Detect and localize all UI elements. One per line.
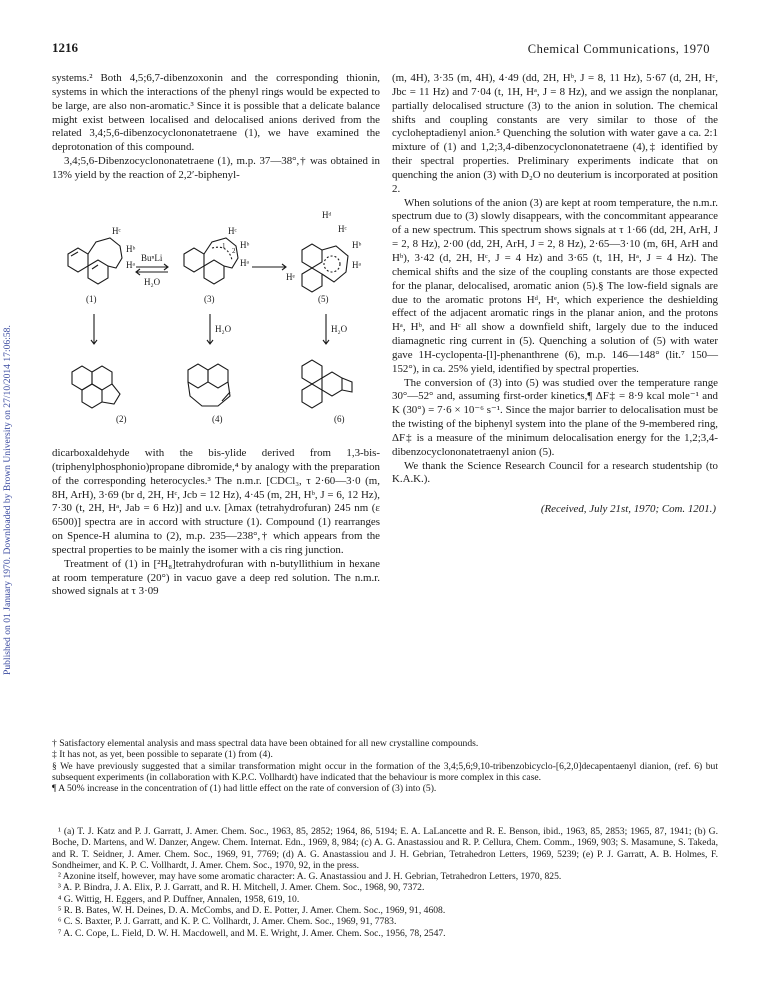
compound-label: (1)	[86, 294, 97, 304]
proton-label: Hᵇ	[126, 244, 136, 254]
journal-name: Chemical Communications, 1970	[527, 42, 710, 56]
paragraph: Treatment of (1) in [²H₈]tetrahydrofuran with n-butyllithium in hexane at room temperature (20°) in vacuo gave a deep red solution. The n.m.r. showed signals at τ 3·09	[52, 557, 380, 598]
footnote: † Satisfactory elemental analysis and mass spectral data have been obtained for all new crystalline compounds.	[52, 738, 479, 749]
footnotes	[52, 738, 718, 794]
reference: ¹ (a) T. J. Katz and P. J. Garratt, J. Amer. Chem. Soc., 1963, 85, 2852; 1964, 86, 5194; E. A. LaLancette and R. E. Benson, ibid., 1963, 85, 2853; 1965, 87, 1941; (b) G. Boche, D. Martens, and W. Danzer, Angew. Chem. Internat. Edn., 1969, 8, 984; (c) A. G. Anastassiou and R. P. Cellura, Chem. Comm., 1969, 903; S. Masamune, S. Takeda, and R. T. Seidner, J. Amer. Chem. Soc., 1969, 91, 7769; (d) A. G. Anastassiou and J. H. Gebrian, Tetrahedron Letters, 1969, 5239; (e) P. J. Garratt, A. B. Holmes, F. Sondheimer, and K. P. C. Vollhardt, J. Amer. Chem. Soc., 1970, 92, in the press.	[52, 826, 718, 871]
structure-5	[302, 244, 348, 292]
compound-label: (5)	[318, 294, 329, 304]
reagent-label: BuⁿLi	[141, 253, 163, 263]
proton-label: Hᵃ	[240, 258, 249, 268]
paragraph: 3,4;5,6-Dibenzocyclononatetraene (1), m.p. 37—38°,† was obtained in 13% yield by the reaction of 2,2′-biphenyl-	[52, 155, 380, 181]
page-number: 1216	[52, 40, 78, 55]
proton-label: Hᵃ	[352, 260, 361, 270]
paragraph: (m, 4H), 3·35 (m, 4H), 4·49 (dd, 2H, Hᵇ, J = 8, 11 Hz), 5·67 (d, 2H, Hᶜ, Jbc = 11 Hz) and 7·04 (t, 1H, Hᵃ, J = 8 Hz), and we assign the nonplanar, partially delocalised structure (3) to the anion in solution. The chemical shifts and coupling constants are very similar to those of the cycloheptadienyl anion.⁵ Quenching the solution with water gave a ca. 2:1 mixture of (1) and 1,2;3,4-dibenzocyclononatetraene (4),‡ identified by their spectral properties. Preliminary experiments indicate that on quenching the anion (3) with D₂O no deuterium is incorporated at position 2.	[392, 72, 718, 195]
water-label: H₂O	[331, 324, 348, 334]
structure-1	[68, 238, 122, 284]
footnote: ‡ It has not, as yet, been possible to separate (1) from (4).	[52, 749, 273, 761]
compound-label: (3)	[204, 294, 215, 304]
right-column	[392, 72, 718, 517]
footnote: ¶ A 50% increase in the concentration of (1) had little effect on the rate of conversion of (3) into (5).	[52, 783, 437, 795]
reverse-reagent-label: H₂O	[144, 277, 161, 287]
compound-label: (2)	[116, 414, 127, 424]
structure-2	[72, 366, 120, 408]
position-number: 2	[232, 247, 236, 255]
compound-label: (6)	[334, 414, 345, 424]
acknowledgement: We thank the Science Research Council for a research studentship (to K.A.K.).	[392, 459, 718, 486]
reaction-scheme	[52, 196, 380, 442]
paragraph: dicarboxaldehyde with the bis-ylide derived from 1,3-bis-(triphenylphosphonio)propane dibromide,⁴ by analogy with the preparation of the corresponding heterocycles.³ The n.m.r. [CDCl₃, τ 2·60—3·0 (m, 8H, ArH), 3·69 (br d, 2H, Hᶜ, Jcb = 12 Hz), 4·45 (m, 2H, Hᵇ, J = 6, 12 Hz), 7·30 (t, 2H, Hᵃ, Jab = 6 Hz)] and u.v. [λmax (tetrahydrofuran) 245 nm (ε 6500)] spectra are in accord with structure (1). Compound (1) rearranges on Spence-H alumina to (2), m.p. 235—238°,† which appears from the spectral properties to be mainly the isomer with a cis ring junction.	[52, 447, 380, 556]
references	[52, 826, 718, 939]
proton-label: Hᵇ	[240, 240, 250, 250]
reference: ⁶ C. S. Baxter, P. J. Garratt, and K. P. C. Vollhardt, J. Amer. Chem. Soc., 1969, 91, 7783.	[58, 916, 397, 928]
proton-label: Hᵇ	[352, 240, 362, 250]
reference: ⁴ G. Wittig, H. Eggers, and P. Duffner, Annalen, 1958, 619, 10.	[58, 893, 300, 905]
proton-label: Hᶜ	[338, 224, 347, 234]
position-number: 1	[222, 242, 226, 250]
structure-6	[302, 360, 352, 408]
water-label: H₂O	[215, 324, 232, 334]
proton-label: Hᵉ	[286, 272, 295, 282]
received-date: (Received, July 21st, 1970; Com. 1201.)	[540, 503, 716, 516]
left-column-top	[52, 72, 380, 183]
paragraph: The conversion of (3) into (5) was studied over the temperature range 30°—52° and, assuming first-order kinetics,¶ ΔF‡ = 8·9 kcal mole⁻¹ and K (30°) = 7·6 × 10⁻⁶ s⁻¹. Since the major barrier to delocalisation must be the twisting of the biphenyl system into the plane of the 9-membered ring, ΔF‡ is a measure of the minimum delocalisation energy for the 1,2;3,4-dibenzocyclononatetraenyl anion (5).	[392, 376, 718, 458]
structure-3	[184, 238, 238, 284]
proton-label: Hᶜ	[228, 226, 237, 236]
download-watermark: Published on 01 January 1970. Downloaded by Brown University on 27/10/2014 17:06:58.	[2, 325, 13, 675]
proton-label: Hᵈ	[322, 210, 332, 220]
left-column-bottom	[52, 447, 380, 599]
proton-label: Hᶜ	[112, 226, 121, 236]
proton-label: Hᵃ	[126, 260, 135, 270]
paragraph: systems.² Both 4,5;6,7-dibenzoxonin and the corresponding thionin, systems in which the interactions of the phenyl rings would be expected to be large, are also non-aromatic.³ Since it is possible that a delicate balance might exist between localised and delocalised anions derived from the related 3,4;5,6-dibenzocyclononatetraene (1), we have examined the deprotonation of this compound.	[52, 72, 380, 154]
reference: ⁵ R. B. Bates, W. H. Deines, D. A. McCombs, and D. E. Potter, J. Amer. Chem. Soc., 1969, 91, 4608.	[58, 905, 446, 917]
footnote: § We have previously suggested that a similar transformation might occur in the formation of the 3,4;5,6;9,10-tribenzobicyclo-[6,2,0]decapentaenyl dianion, (ref. 6) but subsequent experiments (in collaboration with K.P.C. Vollhardt) have indicated that the behaviour is more complex in this case.	[52, 760, 718, 783]
reference: ³ A. P. Bindra, J. A. Elix, P. J. Garratt, and R. H. Mitchell, J. Amer. Chem. Soc., 1968, 90, 7372.	[58, 882, 425, 894]
paragraph: When solutions of the anion (3) are kept at room temperature, the n.m.r. spectrum due to (3) slowly disappears, with the concommitant appearance of a new spectrum. This spectrum shows signals at τ 1·66 (dd, 2H, ArH, J = 2, 8 Hz), 2·00 (dd, 2H, ArH, J = 2, 8 Hz), 2·65—3·10 (m, 6H, ArH and Hᵇ), 3·42 (d, 2H, Hᶜ, J = 4 Hz) and 3·65 (t, 1H, Hᵃ, J = 4 Hz). The chemical shifts and the size of the coupling constants are those expected for the planar, delocalised, aromatic anion (5).§ The low-field signals are due to the aromatic protons Hᵈ, Hᵉ, which experience the deshielding effect of the adjacent aromatic rings in the planar anion, and the protons Hᵃ, Hᵇ, and Hᶜ all show a downfield shift, largely due to the induced diamagnetic ring current in (5). Quenching a solution of (5) with water gave 1H-cyclopenta-[l]-phenanthrene (6), m.p. 146—148° (lit.⁷ 150—152°), in ca. 25% yield, identified by spectral properties.	[392, 196, 718, 375]
reference: ⁷ A. C. Cope, L. Field, D. W. H. Macdowell, and M. E. Wright, J. Amer. Chem. Soc., 1956, 78, 2547.	[58, 927, 446, 939]
compound-label: (4)	[212, 414, 223, 424]
reference: ² Azonine itself, however, may have some aromatic character: A. G. Anastassiou and J. H. Gebrian, Tetrahedron Letters, 1970, 825.	[58, 871, 562, 883]
structure-4	[188, 364, 230, 406]
